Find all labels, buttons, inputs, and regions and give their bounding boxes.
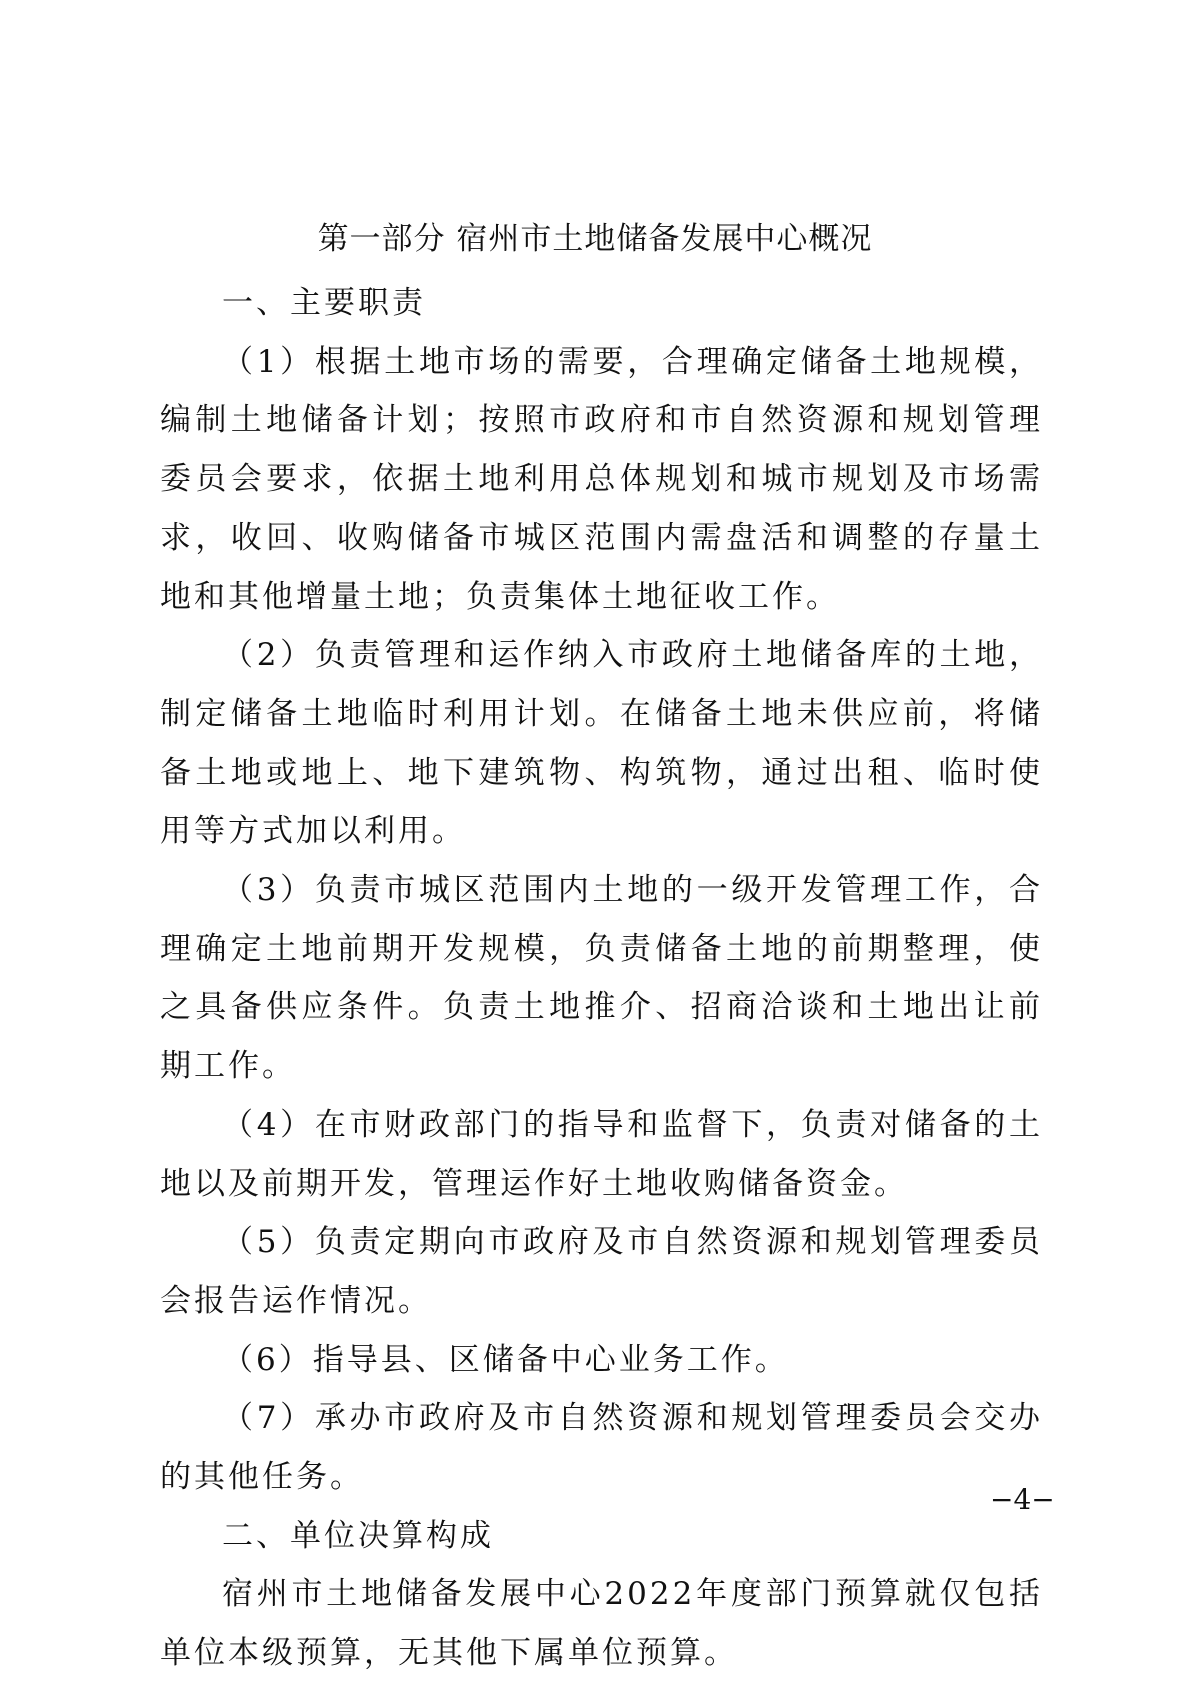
paragraph-duty-7: （7）承办市政府及市自然资源和规划管理委员会交办的其他任务。 [160,1400,1043,1496]
document-body [160,274,1043,1683]
paragraph-budget-composition: 宿州市土地储备发展中心2022年度部门预算就仅包括单位本级预算，无其他下属单位预算。 [160,1576,1043,1672]
section-heading-budget-composition: 二、单位决算构成 [222,1517,494,1554]
page-title: 第一部分 宿州市土地储备发展中心概况 [317,221,873,257]
paragraph-duty-1: （1）根据土地市场的需要，合理确定储备土地规模，编制土地储备计划；按照市政府和市自然资源和规划管理委员会要求，依据土地利用总体规划和城市规划及市场需求，收回、收购储备市城区范围内需盘活和调整的存量土地和其他增量土地；负责集体土地征收工作。 [160,343,1043,615]
paragraph-duty-6: （6）指导县、区储备中心业务工作。 [222,1341,789,1378]
paragraph-duty-5: （5）负责定期向市政府及市自然资源和规划管理委员会报告运作情况。 [160,1224,1043,1319]
paragraph-duty-3: （3）负责市城区范围内土地的一级开发管理工作，合理确定土地前期开发规模，负责储备土地的前期整理，使之具备供应条件。负责土地推介、招商洽谈和土地出让前期工作。 [160,872,1043,1085]
section-heading-responsibilities: 一、主要职责 [222,285,426,321]
paragraph-duty-2: （2）负责管理和运作纳入市政府土地储备库的土地，制定储备土地临时利用计划。在储备土地未供应前，将储备土地或地上、地下建筑物、构筑物，通过出租、临时使用等方式加以利用。 [160,637,1043,850]
paragraph-duty-4: （4）在市财政部门的指导和监督下，负责对储备的土地以及前期开发，管理运作好土地收购储备资金。 [160,1106,1043,1202]
page-number: −4− [990,1483,1055,1516]
